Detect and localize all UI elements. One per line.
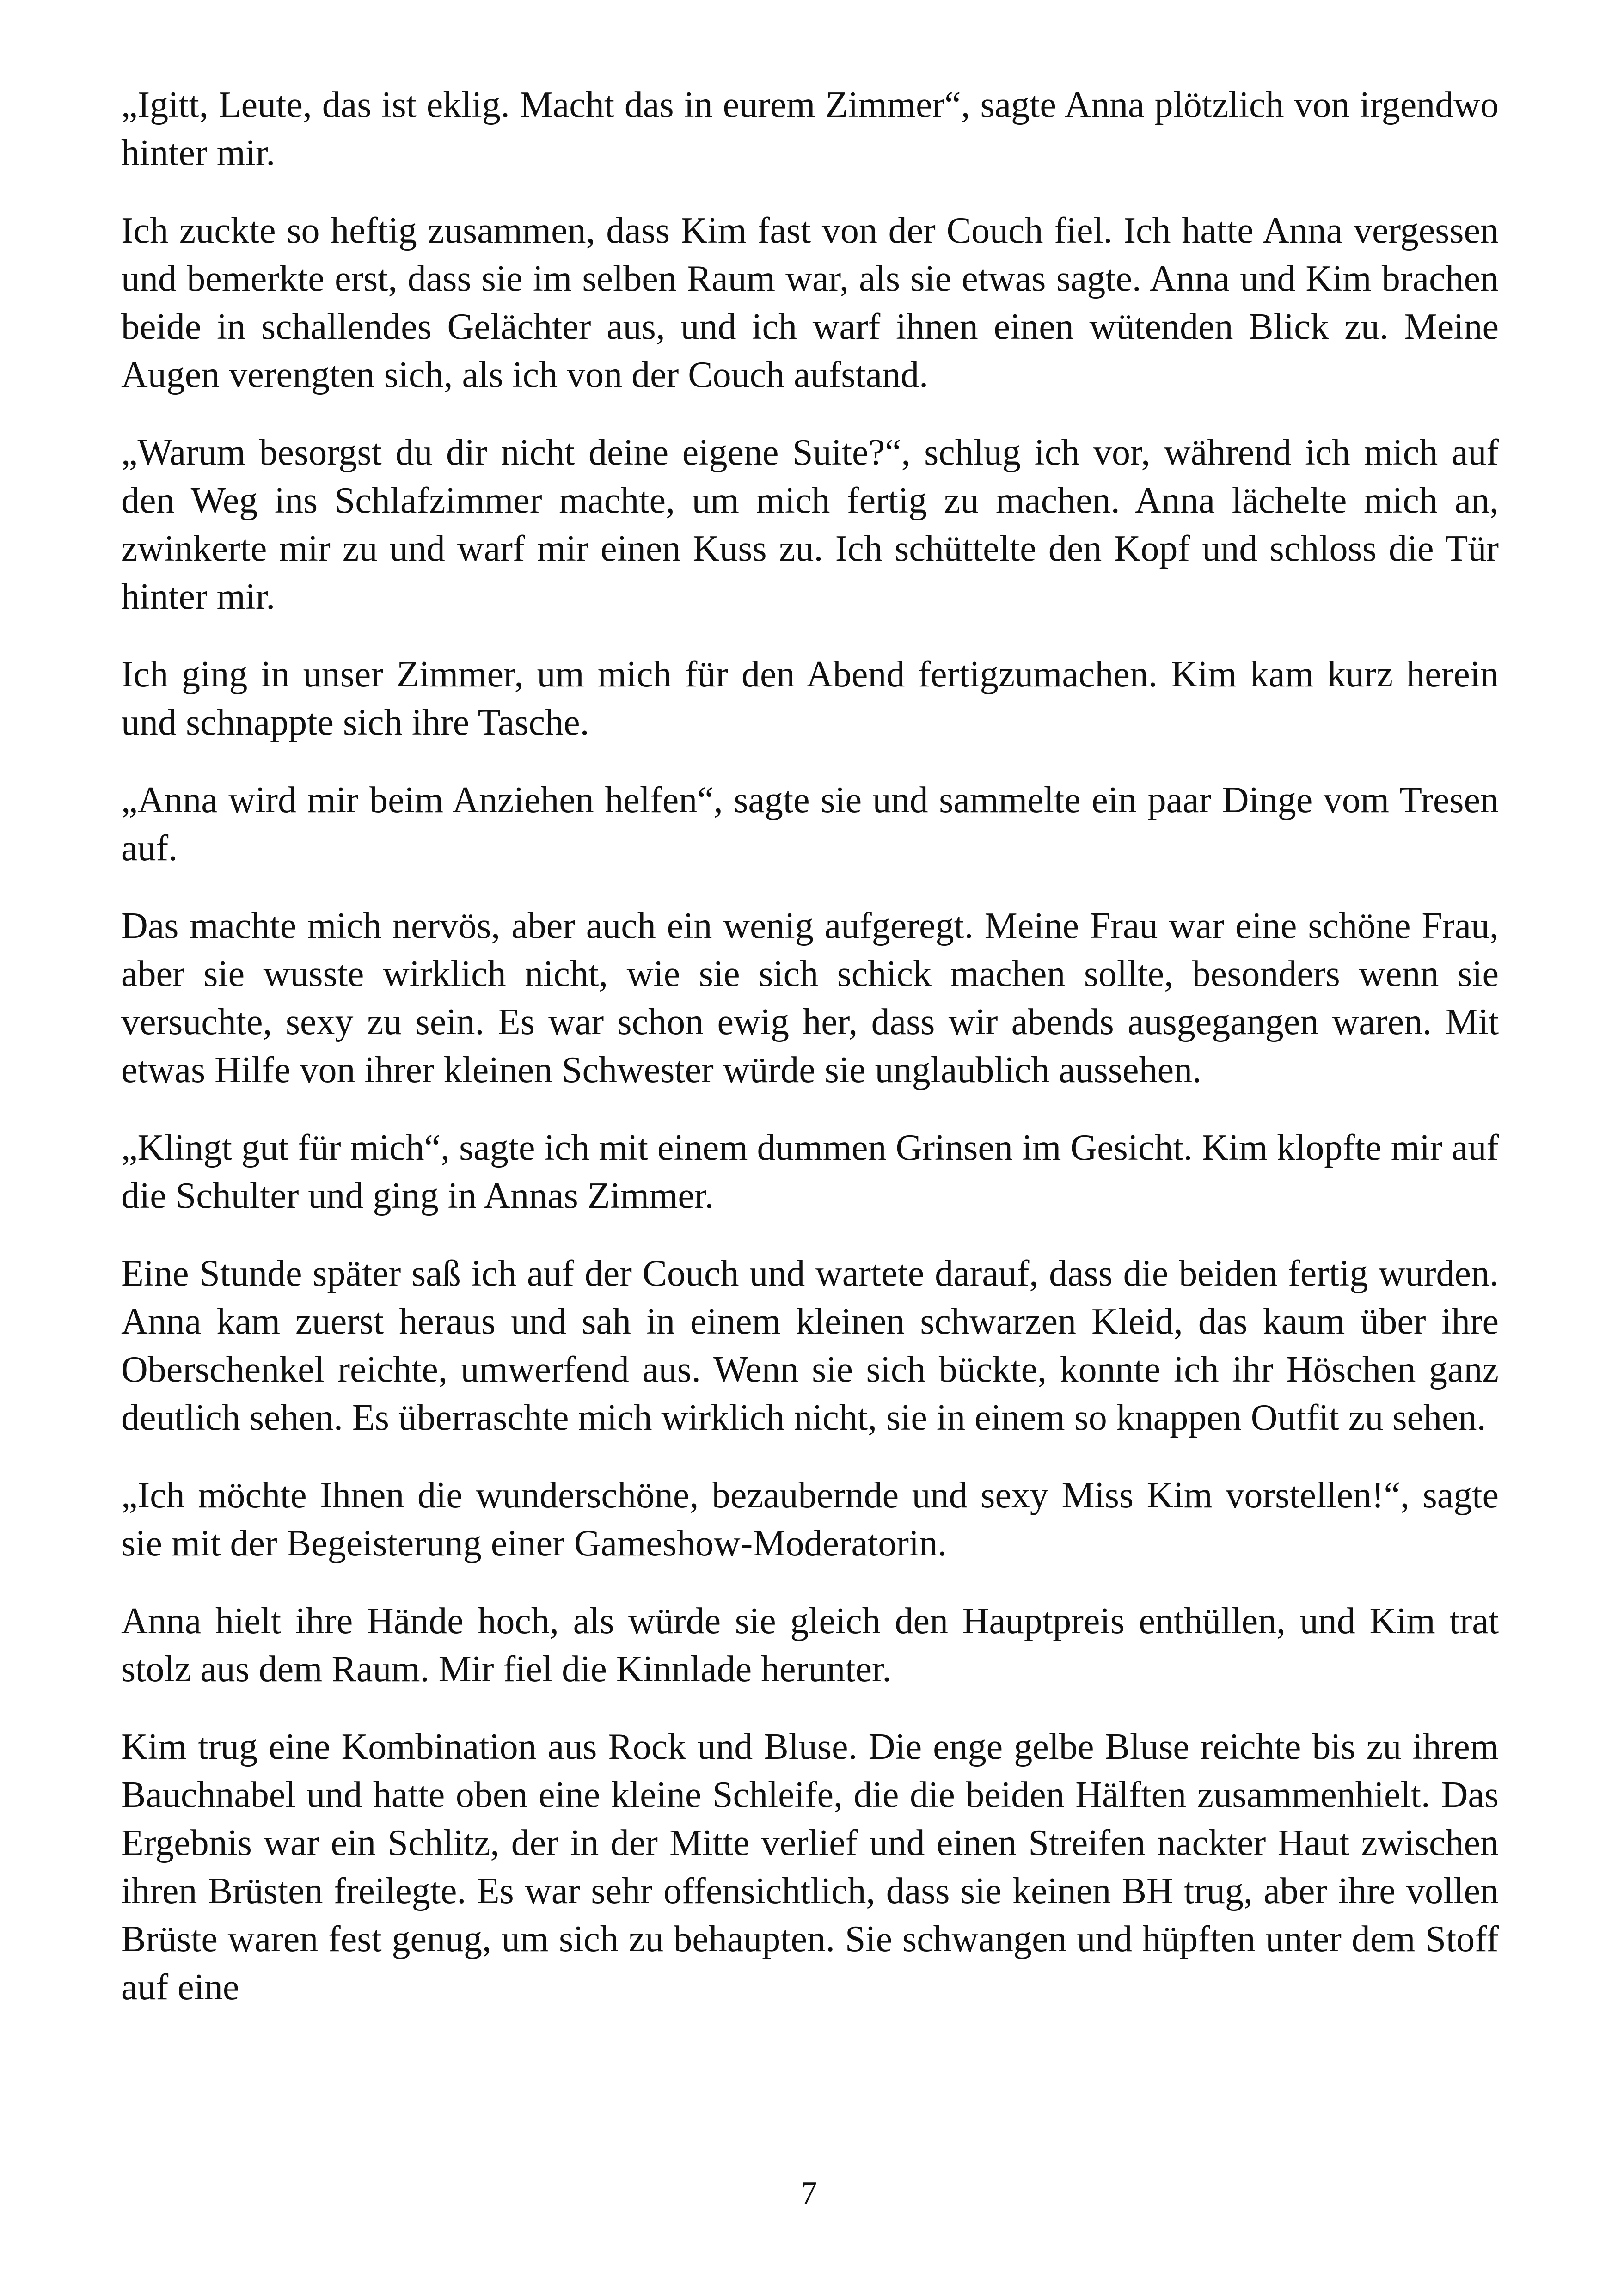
body-text	[121, 81, 1499, 2041]
paragraph: Das machte mich nervös, aber auch ein wenig aufgeregt. Meine Frau war eine schöne Frau, aber sie wusste wirklich nicht, wie sie sich schick machen sollte, besonders wenn sie versuchte, sexy zu sein. Es war schon ewig her, dass wir abends ausgegangen waren. Mit etwas Hilfe von ihrer kleinen Schwester würde sie unglaublich aussehen.	[121, 906, 1499, 1090]
page-number: 7	[801, 2175, 817, 2211]
paragraph: Eine Stunde später saß ich auf der Couch und wartete darauf, dass die beiden fertig wurden. Anna kam zuerst heraus und sah in einem kleinen schwarzen Kleid, das kaum über ihre Oberschenkel reichte, umwerfend aus. Wenn sie sich bückte, konnte ich ihr Höschen ganz deutlich sehen. Es überraschte mich wirklich nicht, sie in einem so knappen Outfit zu sehen.	[121, 1253, 1499, 1438]
paragraph: „Klingt gut für mich“, sagte ich mit einem dummen Grinsen im Gesicht. Kim klopfte mir auf die Schulter und ging in Annas Zimmer.	[121, 1127, 1499, 1216]
paragraph: „Igitt, Leute, das ist eklig. Macht das in eurem Zimmer“, sagte Anna plötzlich von irgendwo hinter mir.	[121, 85, 1499, 173]
paragraph: „Warum besorgst du dir nicht deine eigene Suite?“, schlug ich vor, während ich mich auf den Weg ins Schlafzimmer machte, um mich fertig zu machen. Anna lächelte mich an, zwinkerte mir zu und warf mir einen Kuss zu. Ich schüttelte den Kopf und schloss die Tür hinter mir.	[121, 432, 1499, 617]
paragraph: Anna hielt ihre Hände hoch, als würde sie gleich den Hauptpreis enthüllen, und Kim trat stolz aus dem Raum. Mir fiel die Kinnlade herunter.	[121, 1601, 1499, 1690]
paragraph: „Anna wird mir beim Anziehen helfen“, sagte sie und sammelte ein paar Dinge vom Tresen auf.	[121, 780, 1499, 869]
paragraph: Ich ging in unser Zimmer, um mich für den Abend fertigzumachen. Kim kam kurz herein und schnappte sich ihre Tasche.	[121, 654, 1499, 743]
paragraph: Ich zuckte so heftig zusammen, dass Kim fast von der Couch fiel. Ich hatte Anna vergessen und bemerkte erst, dass sie im selben Raum war, als sie etwas sagte. Anna und Kim brachen beide in schallendes Gelächter aus, und ich warf ihnen einen wütenden Blick zu. Meine Augen verengten sich, als ich von der Couch aufstand.	[121, 210, 1499, 395]
paragraph: „Ich möchte Ihnen die wunderschöne, bezaubernde und sexy Miss Kim vorstellen!“, sagte sie mit der Begeisterung einer Gameshow-Moderatorin.	[121, 1475, 1499, 1564]
paragraph: Kim trug eine Kombination aus Rock und Bluse. Die enge gelbe Bluse reichte bis zu ihrem Bauchnabel und hatte oben eine kleine Schleife, die die beiden Hälften zusammenhielt. Das Ergebnis war ein Schlitz, der in der Mitte verlief und einen Streifen nackter Haut zwischen ihren Brüsten freilegte. Es war sehr offensichtlich, dass sie keinen BH trug, aber ihre vollen Brüste waren fest genug, um sich zu behaupten. Sie schwangen und hüpften unter dem Stoff auf eine	[121, 1727, 1499, 2008]
